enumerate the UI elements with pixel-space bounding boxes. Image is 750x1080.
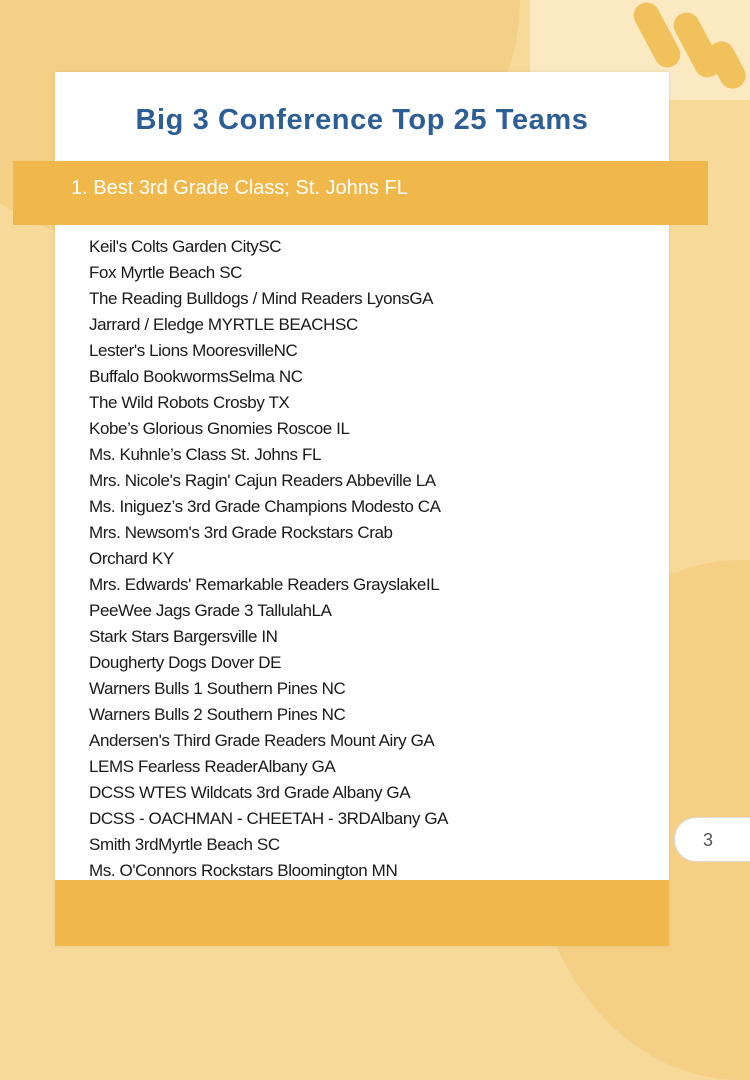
team-list-item: Lester's Lions MooresvilleNC xyxy=(89,341,298,360)
team-list-item: Ms. Kuhnle’s Class St. Johns FL xyxy=(89,445,322,464)
team-list-item: Ms. O'Connors Rockstars Bloomington MN xyxy=(89,861,398,880)
team-list-item: LEMS Fearless ReaderAlbany GA xyxy=(89,757,336,776)
top-team-banner xyxy=(13,161,708,225)
team-list-item: Keil's Colts Garden CitySC xyxy=(89,237,282,256)
top-team-label: 1. Best 3rd Grade Class; St. Johns FL xyxy=(71,177,408,199)
team-list-item: Fox Myrtle Beach SC xyxy=(89,263,243,282)
team-list-item: Mrs. Newsom's 3rd Grade Rockstars Crab xyxy=(89,523,393,542)
team-list-item: Mrs. Edwards' Remarkable Readers GrayslakeIL xyxy=(89,575,440,594)
team-list-item: Kobe’s Glorious Gnomies Roscoe IL xyxy=(89,419,350,438)
team-list-item: The Reading Bulldogs / Mind Readers LyonsGA xyxy=(89,289,434,308)
team-list-item: The Wild Robots Crosby TX xyxy=(89,393,290,412)
team-list-item: Smith 3rdMyrtle Beach SC xyxy=(89,835,280,854)
page-number-tab xyxy=(674,817,750,862)
team-list-item: Mrs. Nicole's Ragin' Cajun Readers Abbeville LA xyxy=(89,471,436,490)
team-list-item: Ms. Iniguez’s 3rd Grade Champions Modesto CA xyxy=(89,497,441,516)
page-title: Big 3 Conference Top 25 Teams xyxy=(135,104,589,136)
team-list-item: Buffalo BookwormsSelma NC xyxy=(89,367,303,386)
team-list xyxy=(89,234,509,884)
team-list-item: Jarrard / Eledge MYRTLE BEACHSC xyxy=(89,315,358,334)
page-number: 3 xyxy=(703,830,714,850)
team-list-item: DCSS - OACHMAN - CHEETAH - 3RDAlbany GA xyxy=(89,809,449,828)
team-list-item: PeeWee Jags Grade 3 TallulahLA xyxy=(89,601,332,620)
team-list-item: Warners Bulls 2 Southern Pines NC xyxy=(89,705,346,724)
team-list-item: Andersen's Third Grade Readers Mount Airy GA xyxy=(89,731,435,750)
team-list-item: Stark Stars Bargersville IN xyxy=(89,627,278,646)
document-page xyxy=(55,72,669,946)
team-list-item: Orchard KY xyxy=(89,549,174,568)
team-list-item: DCSS WTES Wildcats 3rd Grade Albany GA xyxy=(89,783,411,802)
team-list-item: Dougherty Dogs Dover DE xyxy=(89,653,282,672)
footer-band xyxy=(55,880,669,946)
team-list-item: Warners Bulls 1 Southern Pines NC xyxy=(89,679,346,698)
